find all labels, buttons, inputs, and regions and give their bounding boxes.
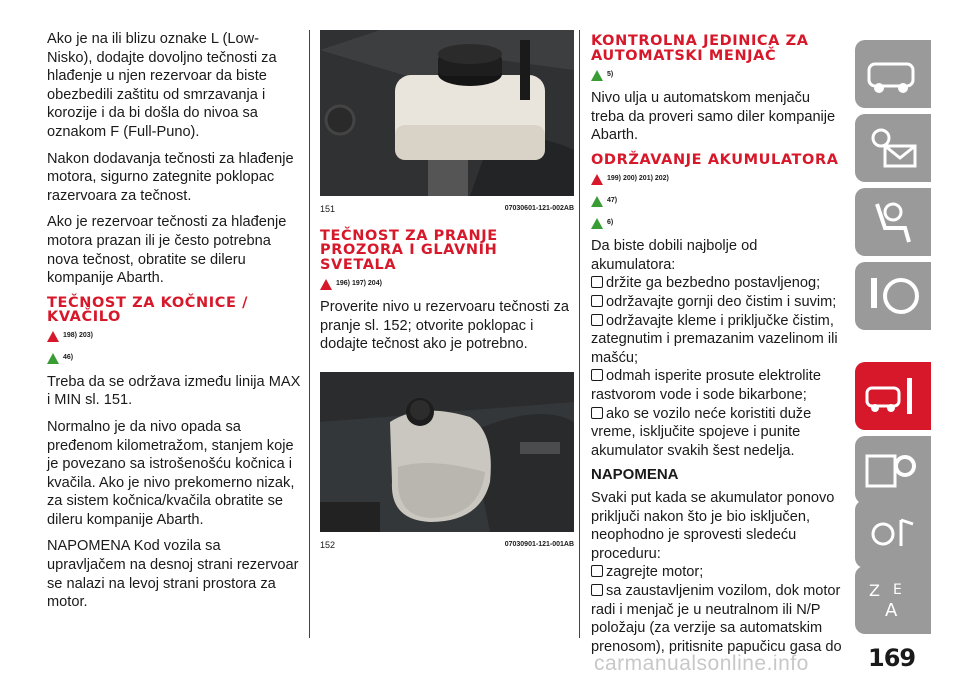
car-dashboard-icon [865, 50, 921, 98]
paragraph: Ako je rezervoar tečnosti za hlađenje motora prazan ili je često potrebna nova tečnost, obratite se dileru kompanije Abarth. [47, 214, 287, 287]
section-heading-brake-fluid: TEČNOST ZA KOČNICE / KVAČILO [47, 294, 249, 326]
chapter-tab-safety[interactable] [855, 188, 931, 256]
figure-number: 152 [320, 539, 336, 550]
list-item: sa zaustavljenim vozilom, dok motor radi i menjač je u neutralnom ili N/P položaju (za verzije sa automatskim prenosom), pritisnite papučicu gasa do [591, 582, 842, 655]
bullet-icon [591, 295, 603, 307]
list-item: zagrejte motor; [591, 563, 843, 582]
warning-reference: 196) 197) 204) [320, 276, 574, 292]
page-number: 169 [868, 644, 916, 672]
warning-reference: 198) 203) [47, 329, 301, 345]
chapter-tab-index[interactable] [855, 566, 931, 634]
column-2 [320, 30, 574, 564]
note-reference: 46) [47, 351, 301, 367]
paragraph: Nakon dodavanja tečnosti za hlađenje motora, sigurno zategnite poklopac razervoara za tečnost. [47, 150, 294, 204]
paragraph: Nivo ulja u automatskom menjaču treba da proveri samo diler kompanije Abarth. [591, 90, 836, 144]
bullet-icon [591, 584, 603, 596]
paragraph: Proverite nivo u rezervoaru tečnosti za pranje sl. 152; otvorite poklopac i dodajte tečnost ako je potrebno. [320, 299, 570, 353]
technical-data-icon [865, 446, 921, 494]
note-reference: 47) [591, 193, 843, 209]
seat-safety-icon [865, 198, 921, 246]
warning-triangle-icon [320, 279, 332, 290]
list-item: odmah isperite prosute elektrolite rastvorom vode i sode bikarbone; [591, 368, 821, 404]
figure-code: 07030601-121-002AB [504, 205, 574, 212]
chapter-tab-driving[interactable] [855, 262, 931, 330]
car-maintenance-icon [865, 372, 921, 420]
warning-lights-icon [865, 124, 921, 172]
note-heading: NAPOMENA [591, 466, 679, 484]
environment-note-icon [591, 196, 603, 207]
bullet-icon [591, 314, 603, 326]
environment-note-icon [591, 218, 603, 229]
bullet-icon [591, 407, 603, 419]
column-divider-2 [579, 30, 580, 638]
warning-triangle-icon [47, 331, 59, 342]
warning-reference: 199) 200) 201) 202) [591, 171, 843, 187]
list-item: držite ga bezbedno postavljenog; [591, 274, 843, 293]
paragraph: Treba da se održava između linija MAX i MIN sl. 151. [47, 373, 301, 409]
chapter-tab-dashboard[interactable] [855, 40, 931, 108]
paragraph: Ako je na ili blizu oznake L (Low-Nisko), dodajte dovoljno tečnosti za hlađenje u njen rezervoar da biste obezbedili zaštitu od smrzavanja i korozije i da bi došla do nivoa sa oznakom F (Full-Puno). [47, 31, 277, 140]
chapter-tab-warning-lights[interactable] [855, 114, 931, 182]
column-3 [591, 30, 843, 656]
figure-code: 07030901-121-001AB [504, 540, 574, 548]
svg-text:E: E [893, 582, 902, 598]
figure-152-photo [320, 372, 574, 532]
figure-151-caption [320, 200, 574, 219]
warning-triangle-icon [591, 174, 603, 185]
figure-number: 151 [320, 204, 336, 214]
environment-note-icon [591, 70, 603, 81]
column-divider-1 [309, 30, 310, 638]
column-1 [47, 30, 301, 620]
figure-152-caption [320, 536, 574, 555]
paragraph: Svaki put kada se akumulator ponovo priključi nakon što je bio isključen, neophodno je sprovesti sledeću proceduru: [591, 490, 835, 562]
watermark: carmanualsonline.info [594, 652, 809, 675]
note-reference: 6) [591, 215, 843, 231]
list-item: održavajte gornji deo čistim i suvim; [591, 293, 843, 312]
paragraph: Normalno je da nivo opada sa pređenom kilometražom, stanjem koje je povezano sa istrošenošću kočnica i kvačila. Ako je nivo prekomerno nizak, za sistem kočnica/kvačila obratite se dileru kompanije Abarth. [47, 418, 295, 528]
list-item: ako se vozilo neće koristiti duže vreme, isključite spojeve i punite akumulator svakih šest nedelja. [591, 405, 812, 459]
paragraph: NAPOMENA Kod vozila sa upravljačem na desnoj strani rezervoar se nalazi na levoj strani prostora za motor. [47, 538, 299, 611]
steering-wheel-icon [865, 272, 921, 320]
figure-151-photo [320, 30, 574, 196]
section-heading-washer-fluid: TEČNOST ZA PRANJE PROZORA I GLAVNIH SVETALA [320, 227, 498, 273]
bullet-icon [591, 276, 603, 288]
chapter-tab-multimedia[interactable] [855, 500, 931, 568]
svg-text:A: A [885, 600, 898, 621]
section-heading-battery-maintenance: ODRŽAVANJE AKUMULATORA [591, 151, 839, 168]
note-reference: 5) [591, 67, 843, 83]
bullet-icon [591, 565, 603, 577]
bullet-icon [591, 369, 603, 381]
list-item: održavajte kleme i priključke čistim, zategnutim i premazanim vazelinom ili mašću; [591, 312, 838, 366]
index-icon [865, 576, 921, 624]
section-heading-automatic-gearbox: KONTROLNA JEDINICA ZA AUTOMATSKI MENJAČ [591, 33, 809, 64]
chapter-tab-technical-data[interactable] [855, 436, 931, 504]
chapter-tab-maintenance[interactable] [855, 362, 931, 430]
multimedia-icon [865, 510, 921, 558]
environment-note-icon [47, 353, 59, 364]
paragraph: Da biste dobili najbolje od akumulatora: [591, 238, 758, 273]
svg-text:Z: Z [869, 581, 880, 600]
